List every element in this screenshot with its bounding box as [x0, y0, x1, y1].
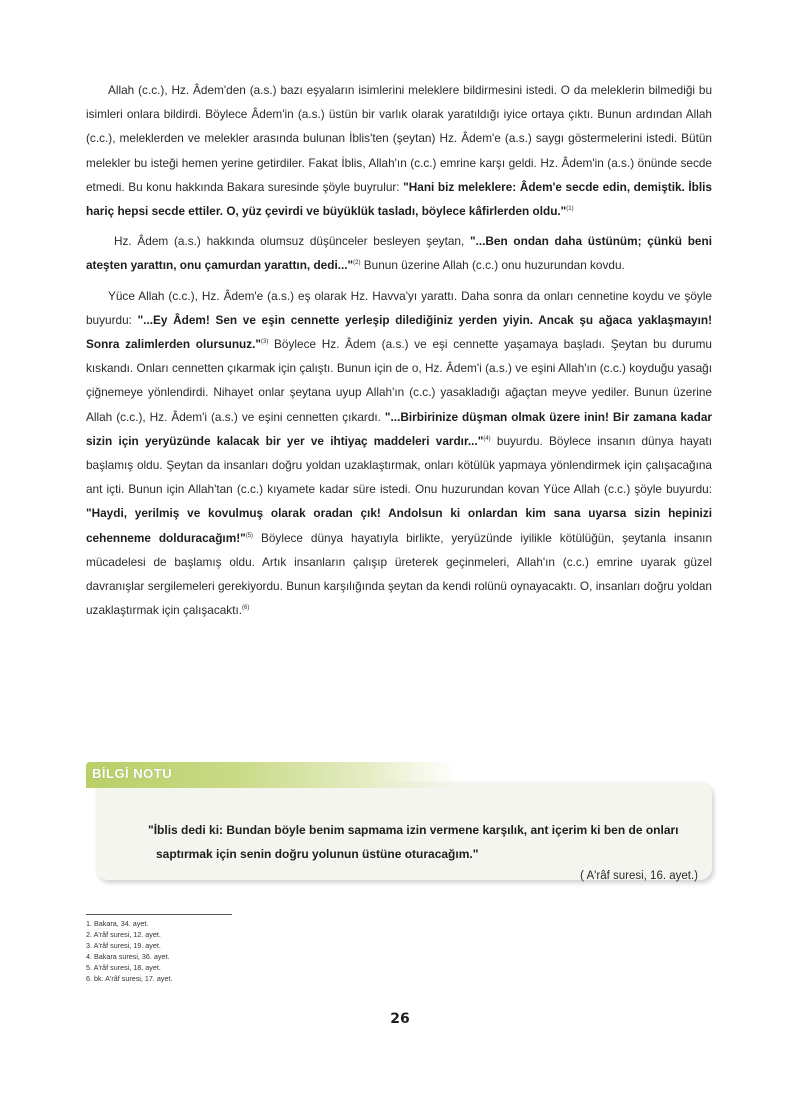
main-text [86, 78, 712, 628]
footnote: 4. Bakara suresi, 36. ayet. [86, 952, 170, 961]
paragraph [86, 229, 712, 277]
info-note-box [96, 782, 712, 880]
page-number: 26 [390, 1011, 410, 1027]
footnote-ref: (2) [353, 260, 361, 267]
info-note-source: ( A'râf suresi, 16. ayet.) [580, 870, 698, 882]
paragraph [86, 78, 712, 223]
text-run: buyurdu. Böylece insanın dünya hayatı başlamış oldu. Şeytan da insanları doğru yoldan uzaklaştırmak, onları kötülük yapmaya yönlendirmek için çalışacağına ant içti. Bunun için Allah'tan (c.c.) kıyamete kadar süre istedi. Onu huzurundan kovan Yüce Allah (c.c.) şöyle buyurdu: [86, 433, 712, 497]
footnote: 1. Bakara, 34. ayet. [86, 919, 149, 928]
info-note-tab [86, 762, 456, 788]
footnote-ref: (5) [245, 532, 254, 539]
quote-text: "Haydi, yerilmiş ve kovulmuş olarak oradan çık! Andolsun ki onlardan kim sana uyarsa sizin hepinizi cehenneme dolduracağım!" [86, 506, 712, 545]
info-note-title: BİLGİ NOTU [92, 766, 173, 781]
text-run: Allah (c.c.), Hz. Âdem'den (a.s.) bazı eşyaların isimlerini meleklere bildirmesini istedi. O da meleklerin bilmediği bu isimleri onlara bildirdi. Böylece Âdem'in (a.s.) üstün bir varlık olarak yaratıldığı iyice ortaya çıktı. Bunun ardından Allah (c.c.), meleklerden ve melekler arasında bulunan İblis'ten (şeytan) Hz. Âdem'e (a.s.) saygı göstermelerini istedi. Bütün melekler bu isteği hemen yerine getirdiler. Fakat İblis, Allah'ın (c.c.) emrine karşı geldi. Hz. Âdem'in (a.s.) önünde secde etmedi. Bu konu hakkında Bakara suresinde şöyle buyrulur: [86, 83, 712, 194]
text-run: Hz. Âdem (a.s.) hakkında olumsuz düşünceler besleyen şeytan, [114, 234, 470, 249]
text-run: Böylece dünya hayatıyla birlikte, yeryüzünde iyilikle kötülüğün, şeytanla insanın mücadelesi de başlamış oldu. Artık insanların çalışıp üreterek geçinmeleri, Allah'ın (c.c.) emrine uyarak güzel davranışlar sergilemeleri gerekiyordu. Bunun karşılığında şeytan da kendi rolünü oynayacaktı. O, insanları doğru yoldan uzaklaştırmak için çalışacaktı. [86, 530, 713, 618]
footnotes [86, 918, 172, 984]
info-note-quote: "İblis dedi ki: Bundan böyle benim sapmama izin vermene karşılık, ant içerim ki ben de onları saptırmak için senin doğru yolunun üstüne oturacağım." [148, 823, 679, 861]
quote-text: "...Ey Âdem! Sen ve eşin cennette yerleşip dilediğiniz yerden yiyin. Ancak şu ağaca yaklaşmayın! Sonra zalimlerden olursunuz." [86, 312, 713, 352]
footnote-ref: (3) [261, 339, 269, 346]
text-run: Böylece Hz. Âdem (a.s.) ve eşi cennette yaşamaya başladı. Şeytan bu durumu kıskandı. Onları cennetten çıkarmak için çalıştı. Bunun için de o, Hz. Âdem'i (a.s.) ve eşini Allah'ın (c.c.) koyduğu yasağı çiğnemeye yönlendirdi. Nihayet onlar şeytana uyup Allah'ın (c.c.) yasakladığı ağaçtan meyve yediler. Bunun üzerine Allah (c.c.), Hz. Âdem'i (a.s.) ve eşini cennetten çıkardı. [86, 337, 712, 424]
quote-text: "Hani biz meleklere: Âdem'e secde edin, demiştik. İblis hariç hepsi secde ettiler. O, yüz çevirdi ve büyüklük tasladı, böylece kâfirlerden oldu." [86, 179, 712, 219]
footnote-ref: (4) [483, 435, 491, 442]
footnote: 6. bk. A'râf suresi, 17. ayet. [86, 974, 173, 983]
info-note [86, 762, 714, 882]
text-run: Yüce Allah (c.c.), Hz. Âdem'e (a.s.) eş olarak Hz. Havva'yı yarattı. Daha sonra da onları cennetine koydu ve şöyle buyurdu: [86, 288, 712, 327]
paragraph [86, 284, 712, 623]
footnote: 3. A'râf suresi, 19. ayet. [86, 941, 161, 950]
footnote-ref: (6) [242, 605, 250, 612]
text-run: Bunun üzerine Allah (c.c.) onu huzurundan kovdu. [360, 258, 625, 273]
quote-text: "...Birbirinize düşman olmak üzere inin! Bir zamana kadar sizin için yeryüzünde kalacak bir yer ve ihtiyaç maddeleri vardır..." [86, 409, 712, 448]
quote-text: "...Ben ondan daha üstünüm; çünkü beni ateşten yarattın, onu çamurdan yarattın, dedi..." [86, 234, 712, 273]
footnote-ref: (1) [566, 206, 574, 213]
footnote: 2. A'râf suresi, 12. ayet. [86, 930, 161, 939]
footnote-divider [86, 914, 232, 915]
footnote: 5. A'râf suresi, 18. ayet. [86, 963, 161, 972]
